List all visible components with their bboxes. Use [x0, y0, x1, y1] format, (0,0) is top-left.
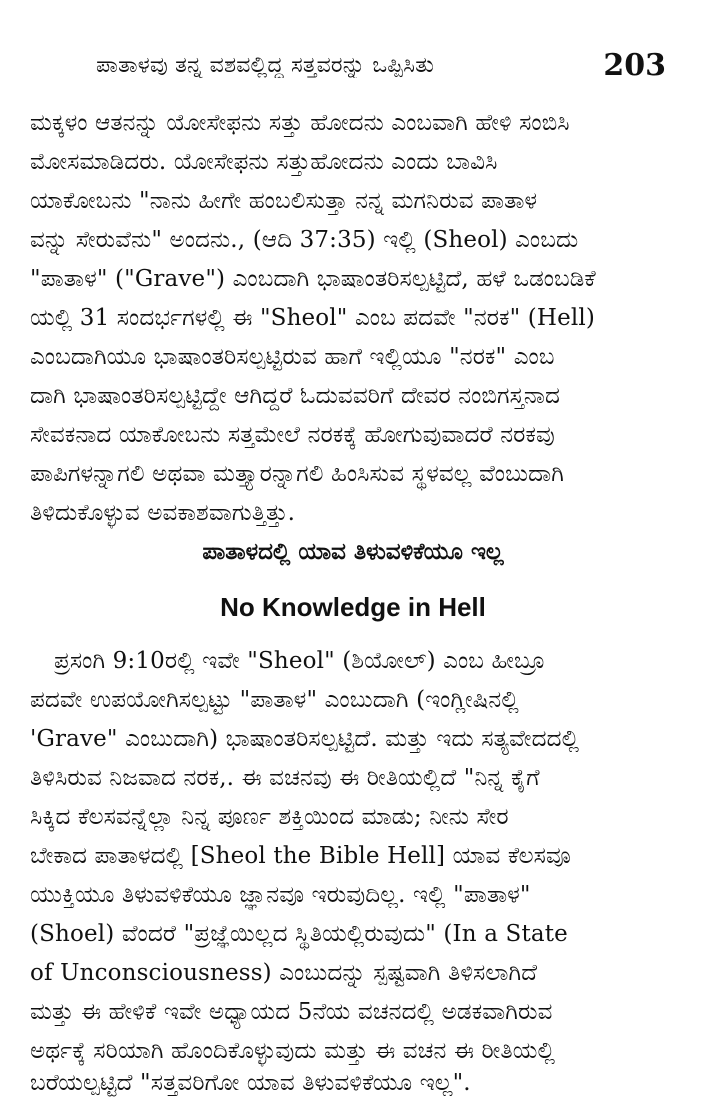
- paragraph-1-line: ಮೋಸಮಾಡಿದರು. ಯೋಸೇಫನು ಸತ್ತುಹೋದನು ಎಂದು ಬಾವಿಸಿ: [30, 149, 498, 175]
- paragraph-2-line: ಬರೆಯಲ್ಪಟ್ಟಿದೆ "ಸತ್ತವರಿಗೋ ಯಾವ ತಿಳುವಳಿಕೆಯೂ ಇಲ್ಲ".: [30, 1070, 471, 1096]
- paragraph-2-line: ಬೇಕಾದ ಪಾತಾಳದಲ್ಲಿ [Sheol the Bible Hell] ಯಾವ ಕೆಲಸವೂ: [30, 843, 571, 869]
- paragraph-1-line: ಪಾಪಿಗಳನ್ನಾಗಲಿ ಅಥವಾ ಮತ್ತ್ಯಾರನ್ನಾಗಲಿ ಹಿಂಸಿಸುವ ಸ್ಥಳವಲ್ಲ ವೆಂಬುದಾಗಿ: [30, 461, 564, 487]
- paragraph-2-line: ಸಿಕ್ಕಿದ ಕೆಲಸವನ್ನೆಲ್ಲಾ ನಿನ್ನ ಪೂರ್ಣ ಶಕ್ತಿಯಿಂದ ಮಾಡು; ನೀನು ಸೇರ: [30, 804, 509, 830]
- paragraph-2-line: ಅರ್ಥಕ್ಕೆ ಸರಿಯಾಗಿ ಹೊಂದಿಕೊಳ್ಳುವುದು ಮತ್ತು ಈ ವಚನ ಈ ರೀತಿಯಲ್ಲಿ: [30, 1038, 556, 1064]
- paragraph-1-line: ವನ್ನು ಸೇರುವೆನು" ಅಂದನು., (ಆದಿ 37:35) ಇಲ್ಲಿ (Sheol) ಎಂಬದು: [30, 227, 579, 253]
- paragraph-2-line: ಪದವೇ ಉಪಯೋಗಿಸಲ್ಪಟ್ಟು "ಪಾತಾಳ" ಎಂಬುದಾಗಿ (ಇಂಗ್ಲೀಷಿನಲ್ಲಿ: [30, 687, 519, 713]
- paragraph-2-line: ತಿಳಿಸಿರುವ ನಿಜವಾದ ನರಕ,. ಈ ವಚನವು ಈ ರೀತಿಯಲ್ಲಿದೆ "ನಿನ್ನ ಕೈಗೆ: [30, 765, 540, 791]
- paragraph-1-line: ಎಂಬದಾಗಿಯೂ ಭಾಷಾಂತರಿಸಲ್ಪಟ್ಟಿರುವ ಹಾಗೆ ಇಲ್ಲಿಯೂ "ನರಕ" ಎಂಬ: [30, 344, 555, 370]
- paragraph-1-line: ಯಲ್ಲಿ 31 ಸಂದರ್ಭಗಳಲ್ಲಿ ಈ "Sheol" ಎಂಬ ಪದವೇ "ನರಕ" (Hell): [30, 305, 596, 331]
- page-number: 203: [603, 47, 666, 83]
- paragraph-2-line: of Unconsciousness) ಎಂಬುದನ್ನು ಸ್ಪಷ್ಟವಾಗಿ ತಿಳಿಸಲಾಗಿದೆ: [30, 960, 538, 986]
- paragraph-2-line: (Shoel) ವೆಂದರೆ "ಪ್ರಜ್ಞೆಯಿಲ್ಲದ ಸ್ಥಿತಿಯಲ್ಲಿರುವುದು" (In a State: [30, 921, 568, 947]
- section-heading-kannada: ಪಾತಾಳದಲ್ಲಿ ಯಾವ ತಿಳುವಳಿಕೆಯೂ ಇಲ್ಲ: [202, 538, 504, 565]
- section-heading-english: No Knowledge in Hell: [220, 592, 486, 622]
- running-title: ಪಾತಾಳವು ತನ್ನ ವಶವಲ್ಲಿದ್ದ ಸತ್ತವರನ್ನು ಒಪ್ಪಿಸಿತು: [96, 52, 435, 78]
- paragraph-2-line: ಯುಕ್ತಿಯೂ ತಿಳುವಳಿಕೆಯೂ ಜ್ಞಾನವೂ ಇರುವುದಿಲ್ಲ. ಇಲ್ಲಿ "ಪಾತಾಳ": [30, 882, 531, 908]
- paragraph-2-line: 'Grave" ಎಂಬುದಾಗಿ) ಭಾಷಾಂತರಿಸಲ್ಪಟ್ಟಿದೆ. ಮತ್ತು ಇದು ಸತ್ಯವೇದದಲ್ಲಿ: [30, 726, 580, 752]
- page-header: [96, 45, 666, 85]
- paragraph-1-line: ಯಾಕೋಬನು "ನಾನು ಹೀಗೇ ಹಂಬಲಿಸುತ್ತಾ ನನ್ನ ಮಗನಿರುವ ಪಾತಾಳ: [30, 188, 538, 214]
- paragraph-1-line: "ಪಾತಾಳ" ("Grave") ಎಂಬದಾಗಿ ಭಾಷಾಂತರಿಸಲ್ಪಟ್ಟಿದೆ, ಹಳೆ ಒಡಂಬಡಿಕೆ: [30, 266, 596, 292]
- paragraph-1-line: ಸೇವಕನಾದ ಯಾಕೋಬನು ಸತ್ತಮೇಲೆ ನರಕಕ್ಕೆ ಹೋಗುವುವಾದರೆ ನರಕವು: [30, 422, 555, 448]
- paragraph-1-line: ಮಕ್ಕಳಂ ಆತನನ್ನು ಯೋಸೇಫನು ಸತ್ತು ಹೋದನು ಎಂಬವಾಗಿ ಹೇಳಿ ಸಂಬಿಸಿ: [30, 110, 570, 136]
- paragraph-2-line: ಪ್ರಸಂಗಿ 9:10ರಲ್ಲಿ ಇವೇ "Sheol" (ಶಿಯೋಲ್) ಎಂಬ ಹೀಬ್ರೂ: [54, 648, 546, 674]
- paragraph-1-line: ದಾಗಿ ಭಾಷಾಂತರಿಸಲ್ಪಟ್ಟಿದ್ದೇ ಆಗಿದ್ದರೆ ಓದುವವರಿಗೆ ದೇವರ ನಂಬಿಗಸ್ತನಾದ: [30, 383, 560, 409]
- paragraph-1-line: ತಿಳಿದುಕೊಳ್ಳುವ ಅವಕಾಶವಾಗುತ್ತಿತ್ತು.: [30, 500, 296, 526]
- paragraph-2-line: ಮತ್ತು ಈ ಹೇಳಿಕೆ ಇವೇ ಅಧ್ಯಾಯದ 5ನೆಯ ವಚನದಲ್ಲಿ ಅಡಕವಾಗಿರುವ: [30, 999, 553, 1025]
